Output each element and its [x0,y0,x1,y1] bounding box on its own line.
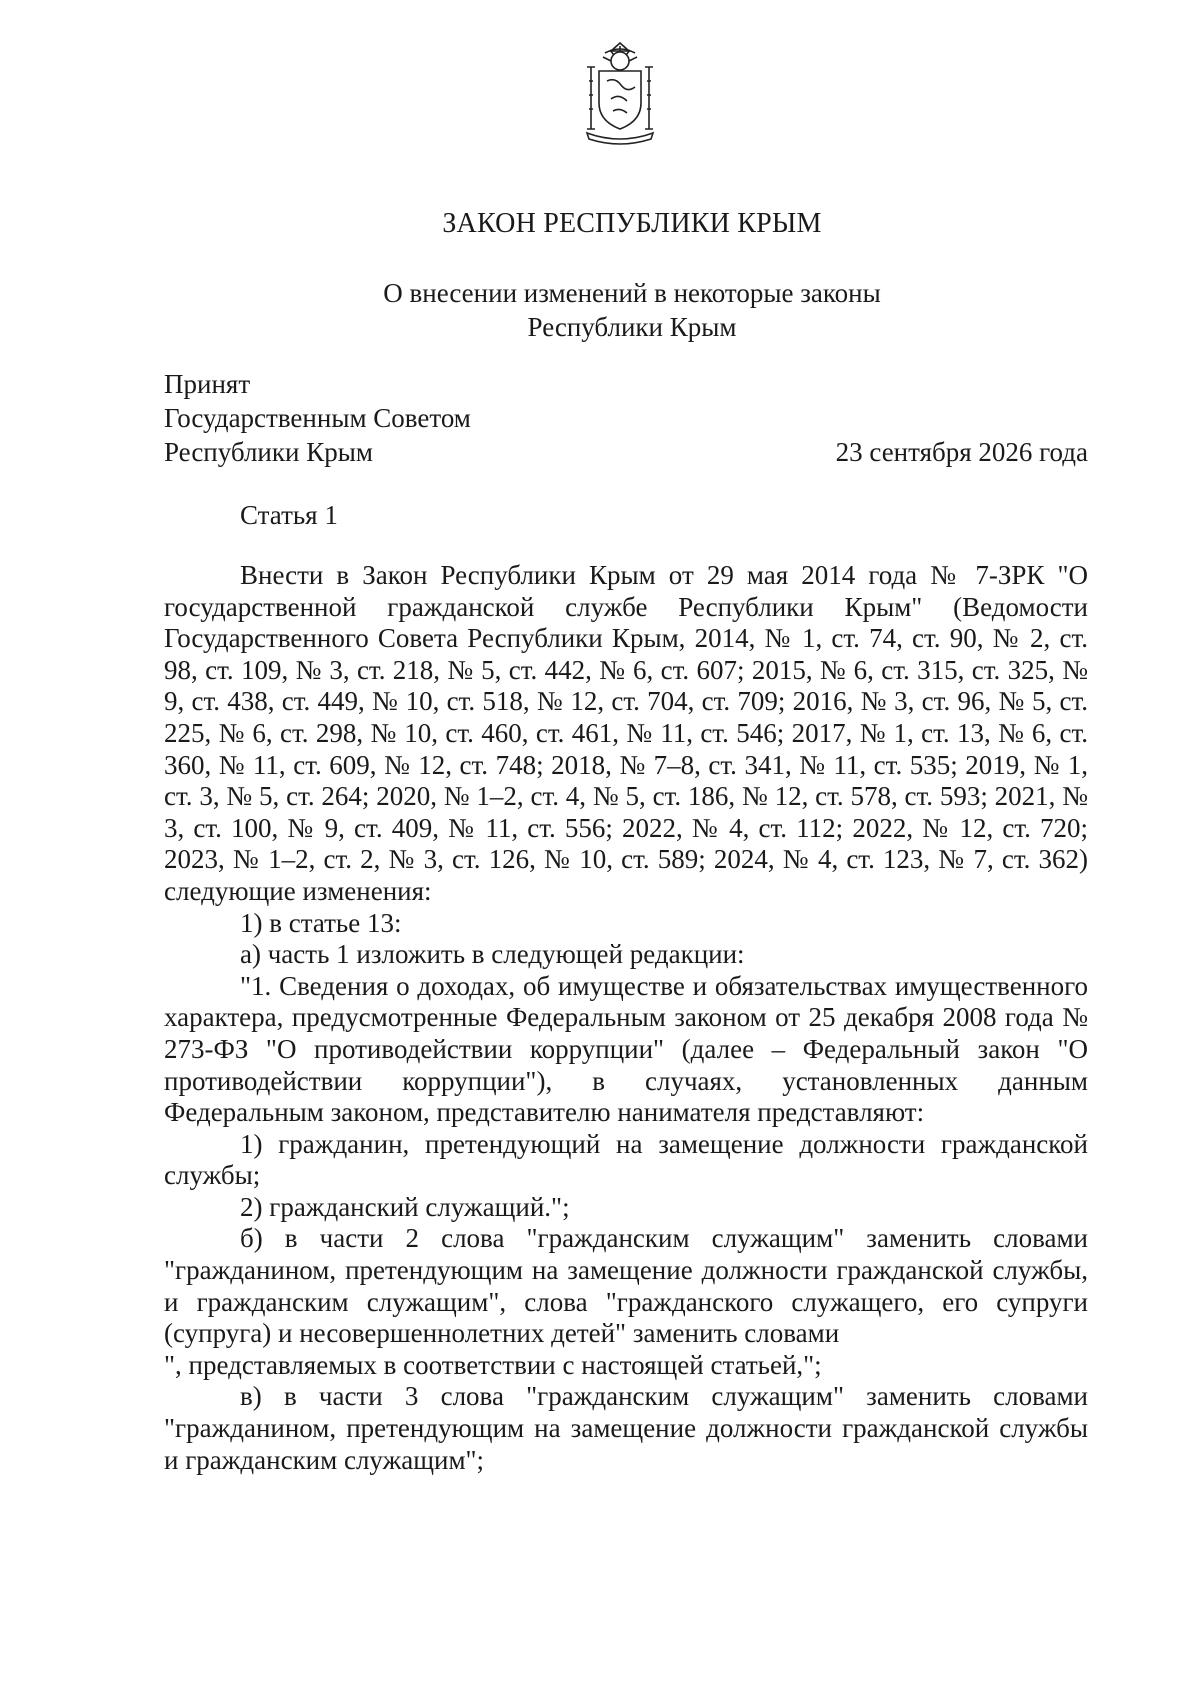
crimea-coat-of-arms-icon [577,37,663,147]
paragraph: Внести в Закон Республики Крым от 29 мая 2014 года № 7-ЗРК "О государственной гражданской службе Республики Крым" (Ведомости Государственного Совета Республики Крым, 2014, № 1, ст. 74, ст. 90, № 2, ст. 98, ст. 109, № 3, ст. 218, № 5, ст. 442, № 6, ст. 607; 2015, № 6, ст. 315, ст. 325, № 9, ст. 438, ст. 449, № 10, ст. 518, № 12, ст. 704, ст. 709; 2016, № 3, ст. 96, № 5, ст. 225, № 6, ст. 298, № 10, ст. 460, ст. 461, № 11, ст. 546; 2017, № 1, ст. 13, № 6, ст. 360, № 11, ст. 609, № 12, ст. 748; 2018, № 7–8, ст. 341, № 11, ст. 535; 2019, № 1, ст. 3, № 5, ст. 264; 2020, № 1–2, ст. 4, № 5, ст. 186, № 12, ст. 578, ст. 593; 2021, № 3, ст. 100, № 9, ст. 409, № 11, ст. 556; 2022, № 4, ст. 112; 2022, № 12, ст. 720; 2023, № 1–2, ст. 2, № 3, ст. 126, № 10, ст. 589; 2024, № 4, ст. 123, № 7, ст. 362) следующие изменения: [164,560,1088,906]
adoption-line-1: Принят [164,369,251,399]
adoption-line-2: Государственным Советом [164,403,471,433]
subtitle-line-1: О внесении изменений в некоторые законы [383,278,881,308]
article-heading: Статья 1 [240,500,338,530]
adoption-date: 23 сентября 2026 года [835,437,1088,467]
adoption-block [164,367,471,469]
paragraph: ", представляемых в соответствии с настоящей статьей,"; [164,1349,822,1380]
paragraph: в) в части 3 слова "гражданским служащим" заменить словами "гражданином, претендующим на замещение должности гражданской службы и гражданским служащим"; [164,1381,1088,1475]
paragraph: а) часть 1 изложить в следующей редакции: [240,939,745,970]
paragraph: 2) гражданский служащий."; [240,1191,570,1222]
adoption-line-3: Республики Крым [164,437,373,467]
paragraph: 1) в статье 13: [240,907,402,938]
subtitle-line-2: Республики Крым [527,312,737,342]
paragraph: 1) гражданин, претендующий на замещение должности гражданской службы; [164,1128,1088,1191]
law-title: ЗАКОН РЕСПУБЛИКИ КРЫМ [442,208,822,239]
law-subtitle [0,276,1200,344]
paragraph: б) в части 2 слова "гражданским служащим" заменить словами "гражданином, претендующим на замещение должности гражданской службы, и гражданским служащим", слова "гражданского служащего, его супруги (супруга) и несовершеннолетних детей" заменить словами [164,1223,1088,1349]
paragraph: "1. Сведения о доходах, об имуществе и обязательствах имущественного характера, предусмотренные Федеральным законом от 25 декабря 2008 года № 273-ФЗ "О противодействии коррупции" (далее – Федеральный закон "О противодействии коррупции"), в случаях, установленных данным Федеральным законом, представителю нанимателя представляют: [164,970,1088,1128]
article-body [164,560,1088,1476]
